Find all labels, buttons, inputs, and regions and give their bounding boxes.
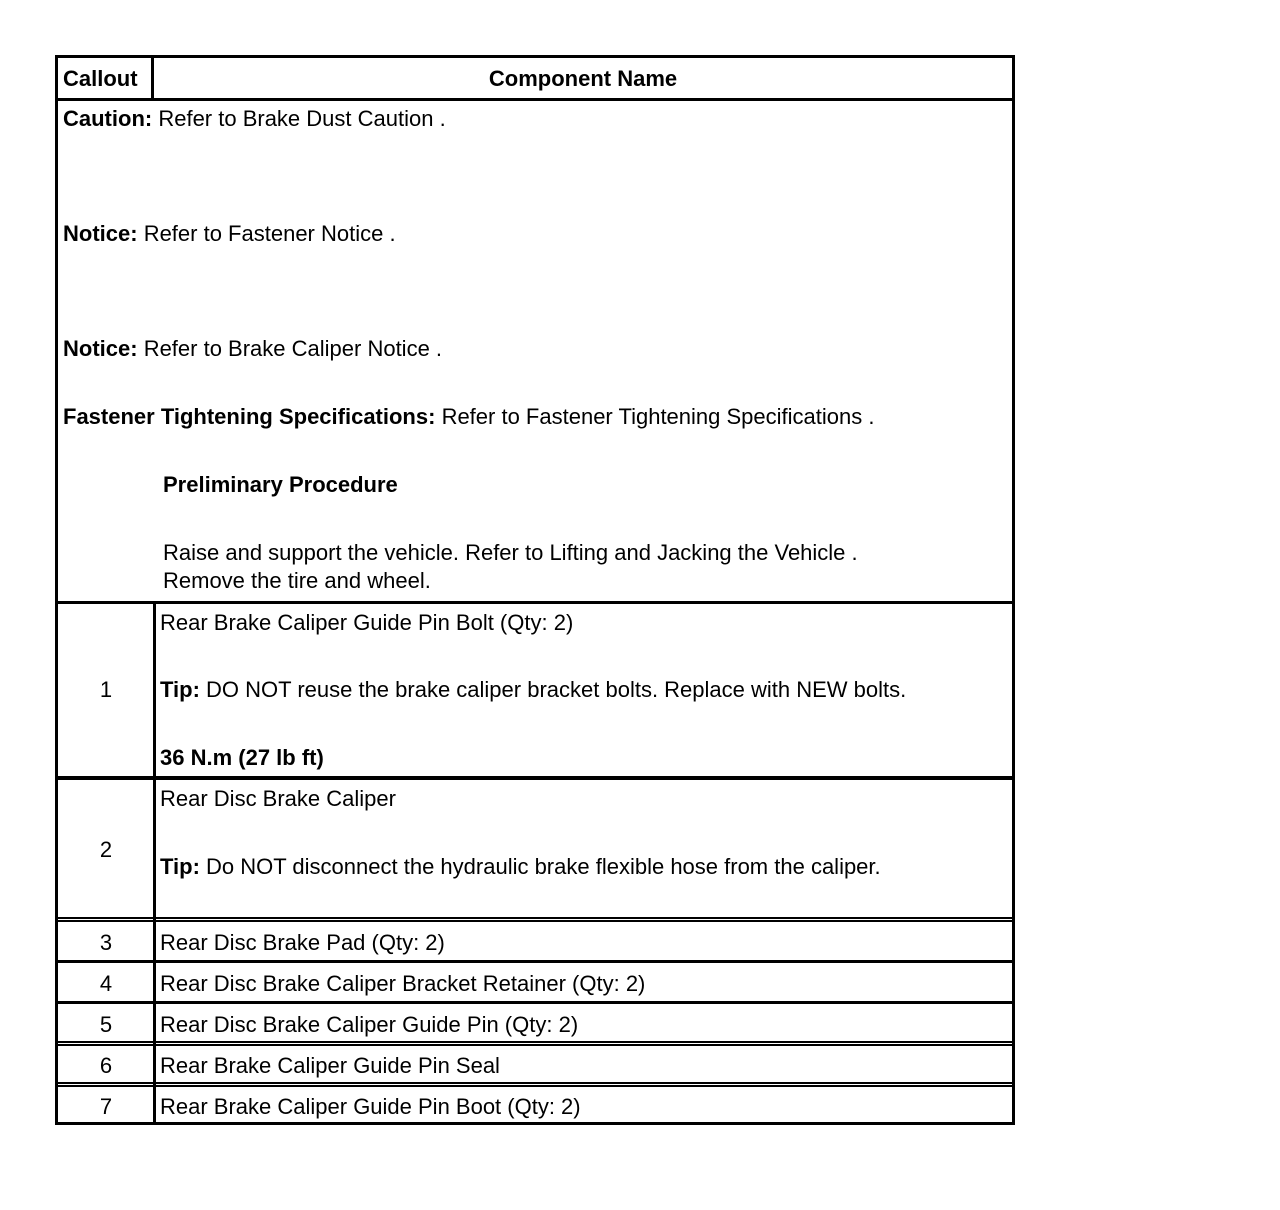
torque-spec: 36 N.m (27 lb ft) (160, 745, 324, 770)
row-border (58, 1044, 1012, 1046)
row-border (58, 1082, 1012, 1084)
row-border (58, 920, 1012, 922)
component-name: Rear Brake Caliper Guide Pin Seal (160, 1053, 500, 1078)
preliminary-procedure-title: Preliminary Procedure (163, 472, 398, 497)
caution-note (63, 106, 446, 132)
notice-text: Refer to Brake Caliper Notice . (143, 336, 443, 361)
tip-label: Tip: (160, 854, 200, 879)
row-border (58, 1001, 1012, 1004)
preliminary-step: Raise and support the vehicle. Refer to Lifting and Jacking the Vehicle . (163, 540, 858, 565)
notes-bottom-border (58, 601, 1012, 604)
tip-note (160, 677, 906, 703)
row-border (58, 1085, 1012, 1087)
header-component-name: Component Name (488, 66, 678, 91)
tip-label: Tip: (160, 677, 200, 702)
notice-text: Refer to Fastener Notice . (143, 221, 396, 246)
component-name: Rear Disc Brake Caliper Bracket Retainer (Qty: 2) (160, 971, 646, 996)
component-name: Rear Disc Brake Pad (Qty: 2) (160, 930, 445, 955)
callout-number: 5 (99, 1012, 113, 1037)
notice-label: Notice: (63, 221, 138, 246)
component-table (55, 55, 1015, 1125)
caution-text: Refer to Brake Dust Caution . (158, 106, 446, 131)
row-border (58, 1041, 1012, 1043)
row-border (58, 960, 1012, 963)
component-name: Rear Disc Brake Caliper (160, 786, 396, 811)
header-callout: Callout (63, 66, 138, 91)
header-bottom-border (58, 98, 1012, 101)
fastener-spec-label: Fastener Tightening Specifications: (63, 404, 436, 429)
fastener-spec-note (63, 404, 874, 430)
callout-number: 6 (99, 1053, 113, 1078)
fastener-spec-text: Refer to Fastener Tightening Specifications . (441, 404, 875, 429)
preliminary-step: Remove the tire and wheel. (163, 568, 431, 593)
row-border (58, 776, 1012, 780)
row-border (58, 917, 1012, 919)
callout-number: 1 (99, 677, 113, 702)
fastener-notice (63, 221, 396, 247)
caution-label: Caution: (63, 106, 153, 131)
callout-number: 7 (99, 1094, 113, 1119)
tip-note (160, 854, 881, 880)
component-name: Rear Brake Caliper Guide Pin Boot (Qty: 2) (160, 1094, 581, 1119)
callout-number: 3 (99, 930, 113, 955)
caliper-notice (63, 336, 442, 362)
component-name: Rear Brake Caliper Guide Pin Bolt (Qty: 2) (160, 610, 574, 635)
component-name: Rear Disc Brake Caliper Guide Pin (Qty: 2) (160, 1012, 579, 1037)
tip-text: Do NOT disconnect the hydraulic brake flexible hose from the caliper. (206, 854, 881, 879)
notice-label: Notice: (63, 336, 138, 361)
tip-text: DO NOT reuse the brake caliper bracket bolts. Replace with NEW bolts. (206, 677, 907, 702)
callout-number: 2 (99, 837, 113, 862)
callout-number: 4 (99, 971, 113, 996)
